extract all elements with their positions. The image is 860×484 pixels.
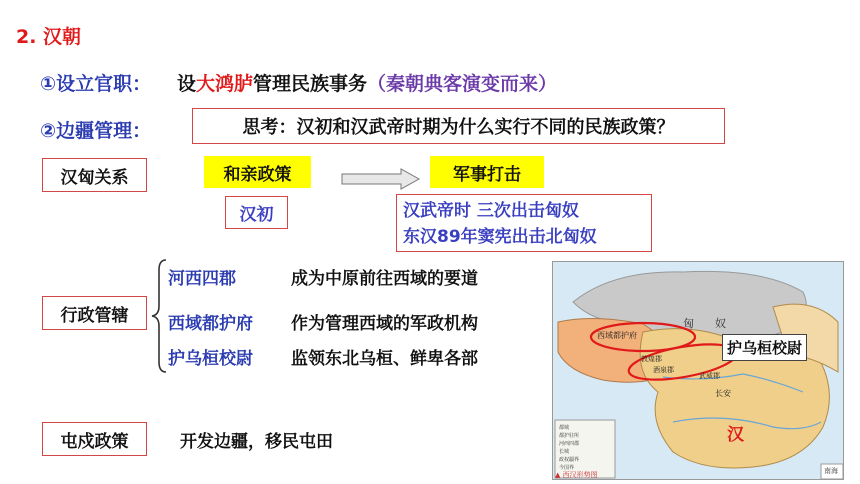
office-name: 大鸿胪 xyxy=(196,73,254,95)
admin-item-name: 西域都护府 xyxy=(168,314,253,334)
think-question: 思考：汉初和汉武帝时期为什么实行不同的民族政策？ xyxy=(242,117,675,138)
admin-item xyxy=(168,344,253,369)
map-label-xiongnu: 匈 xyxy=(683,317,694,330)
map-caption: ▲ 西汉形势图 xyxy=(555,471,598,479)
admin-item-desc: 作为管理西域的军政机构 xyxy=(291,314,478,334)
legend-item: 政权疆界 xyxy=(559,457,580,463)
legend-item: 都城 xyxy=(559,425,570,431)
han-early: 汉初 xyxy=(239,205,274,225)
brace-icon xyxy=(150,258,168,374)
admin-label-box xyxy=(42,296,147,330)
map-label-dunhuang: 敦煌郡 xyxy=(641,355,662,363)
legend-item: 都护驻所 xyxy=(559,433,580,439)
map-label-han: 汉 xyxy=(727,425,744,445)
map-label-jiuquan: 酒泉郡 xyxy=(653,366,674,374)
military-policy-box xyxy=(430,156,544,188)
officials-mid: 管理民族事务 xyxy=(253,73,368,95)
wudi-campaign: 汉武帝时 三次出击匈奴 xyxy=(403,201,579,221)
map-label-xiyu: 西域都护府 xyxy=(597,331,637,340)
heqin-policy-box xyxy=(204,156,311,188)
frontier-label: ②边疆管理： xyxy=(40,120,152,142)
admin-item-desc: 监领东北乌桓、鲜卑各部 xyxy=(291,349,478,369)
admin-item xyxy=(168,309,253,334)
admin-label: 行政管辖 xyxy=(60,305,129,326)
heqin-policy: 和亲政策 xyxy=(223,164,292,185)
map-label-wuwei: 武威郡 xyxy=(699,372,720,380)
military-policy: 军事打击 xyxy=(453,164,521,185)
garrison-desc: 开发边疆，移民屯田 xyxy=(180,432,333,452)
admin-item xyxy=(168,264,236,289)
officials-label: ①设立官职： xyxy=(40,73,152,95)
officials-note: （秦朝典客演变而来） xyxy=(367,73,558,95)
admin-item-name: 护乌桓校尉 xyxy=(168,349,253,369)
map-legend xyxy=(559,424,579,472)
legend-item: 长城 xyxy=(559,449,570,455)
officials-content xyxy=(177,69,557,96)
western-han-map xyxy=(552,261,844,480)
garrison-label: 屯戍政策 xyxy=(60,431,129,452)
map-callout-huwuhuan: 护乌桓校尉 xyxy=(722,334,807,361)
map-label-nanhai: 南海 xyxy=(824,467,838,475)
think-question-box xyxy=(192,108,725,144)
officials-pre: 设 xyxy=(177,73,197,95)
arrow-right-icon xyxy=(341,168,421,190)
officials-row xyxy=(40,69,151,96)
eastern-han-campaign: 东汉89年窦宪出击北匈奴 xyxy=(403,227,597,247)
section-heading: 2. 汉朝 xyxy=(16,26,82,48)
map-label-xiongnu: 奴 xyxy=(715,317,726,330)
han-early-box xyxy=(225,196,288,229)
legend-item: 河西四郡 xyxy=(559,441,580,447)
xiongnu-label-box xyxy=(42,158,147,192)
admin-item-desc: 成为中原前往西域的要道 xyxy=(291,269,478,289)
xiongnu-label: 汉匈关系 xyxy=(60,167,129,188)
admin-item-name: 河西四郡 xyxy=(168,269,236,289)
map-label-changan: 长安 xyxy=(715,389,731,398)
garrison-label-box xyxy=(42,422,147,456)
wudi-box xyxy=(396,194,652,252)
legend-item: 今国界 xyxy=(559,465,575,471)
